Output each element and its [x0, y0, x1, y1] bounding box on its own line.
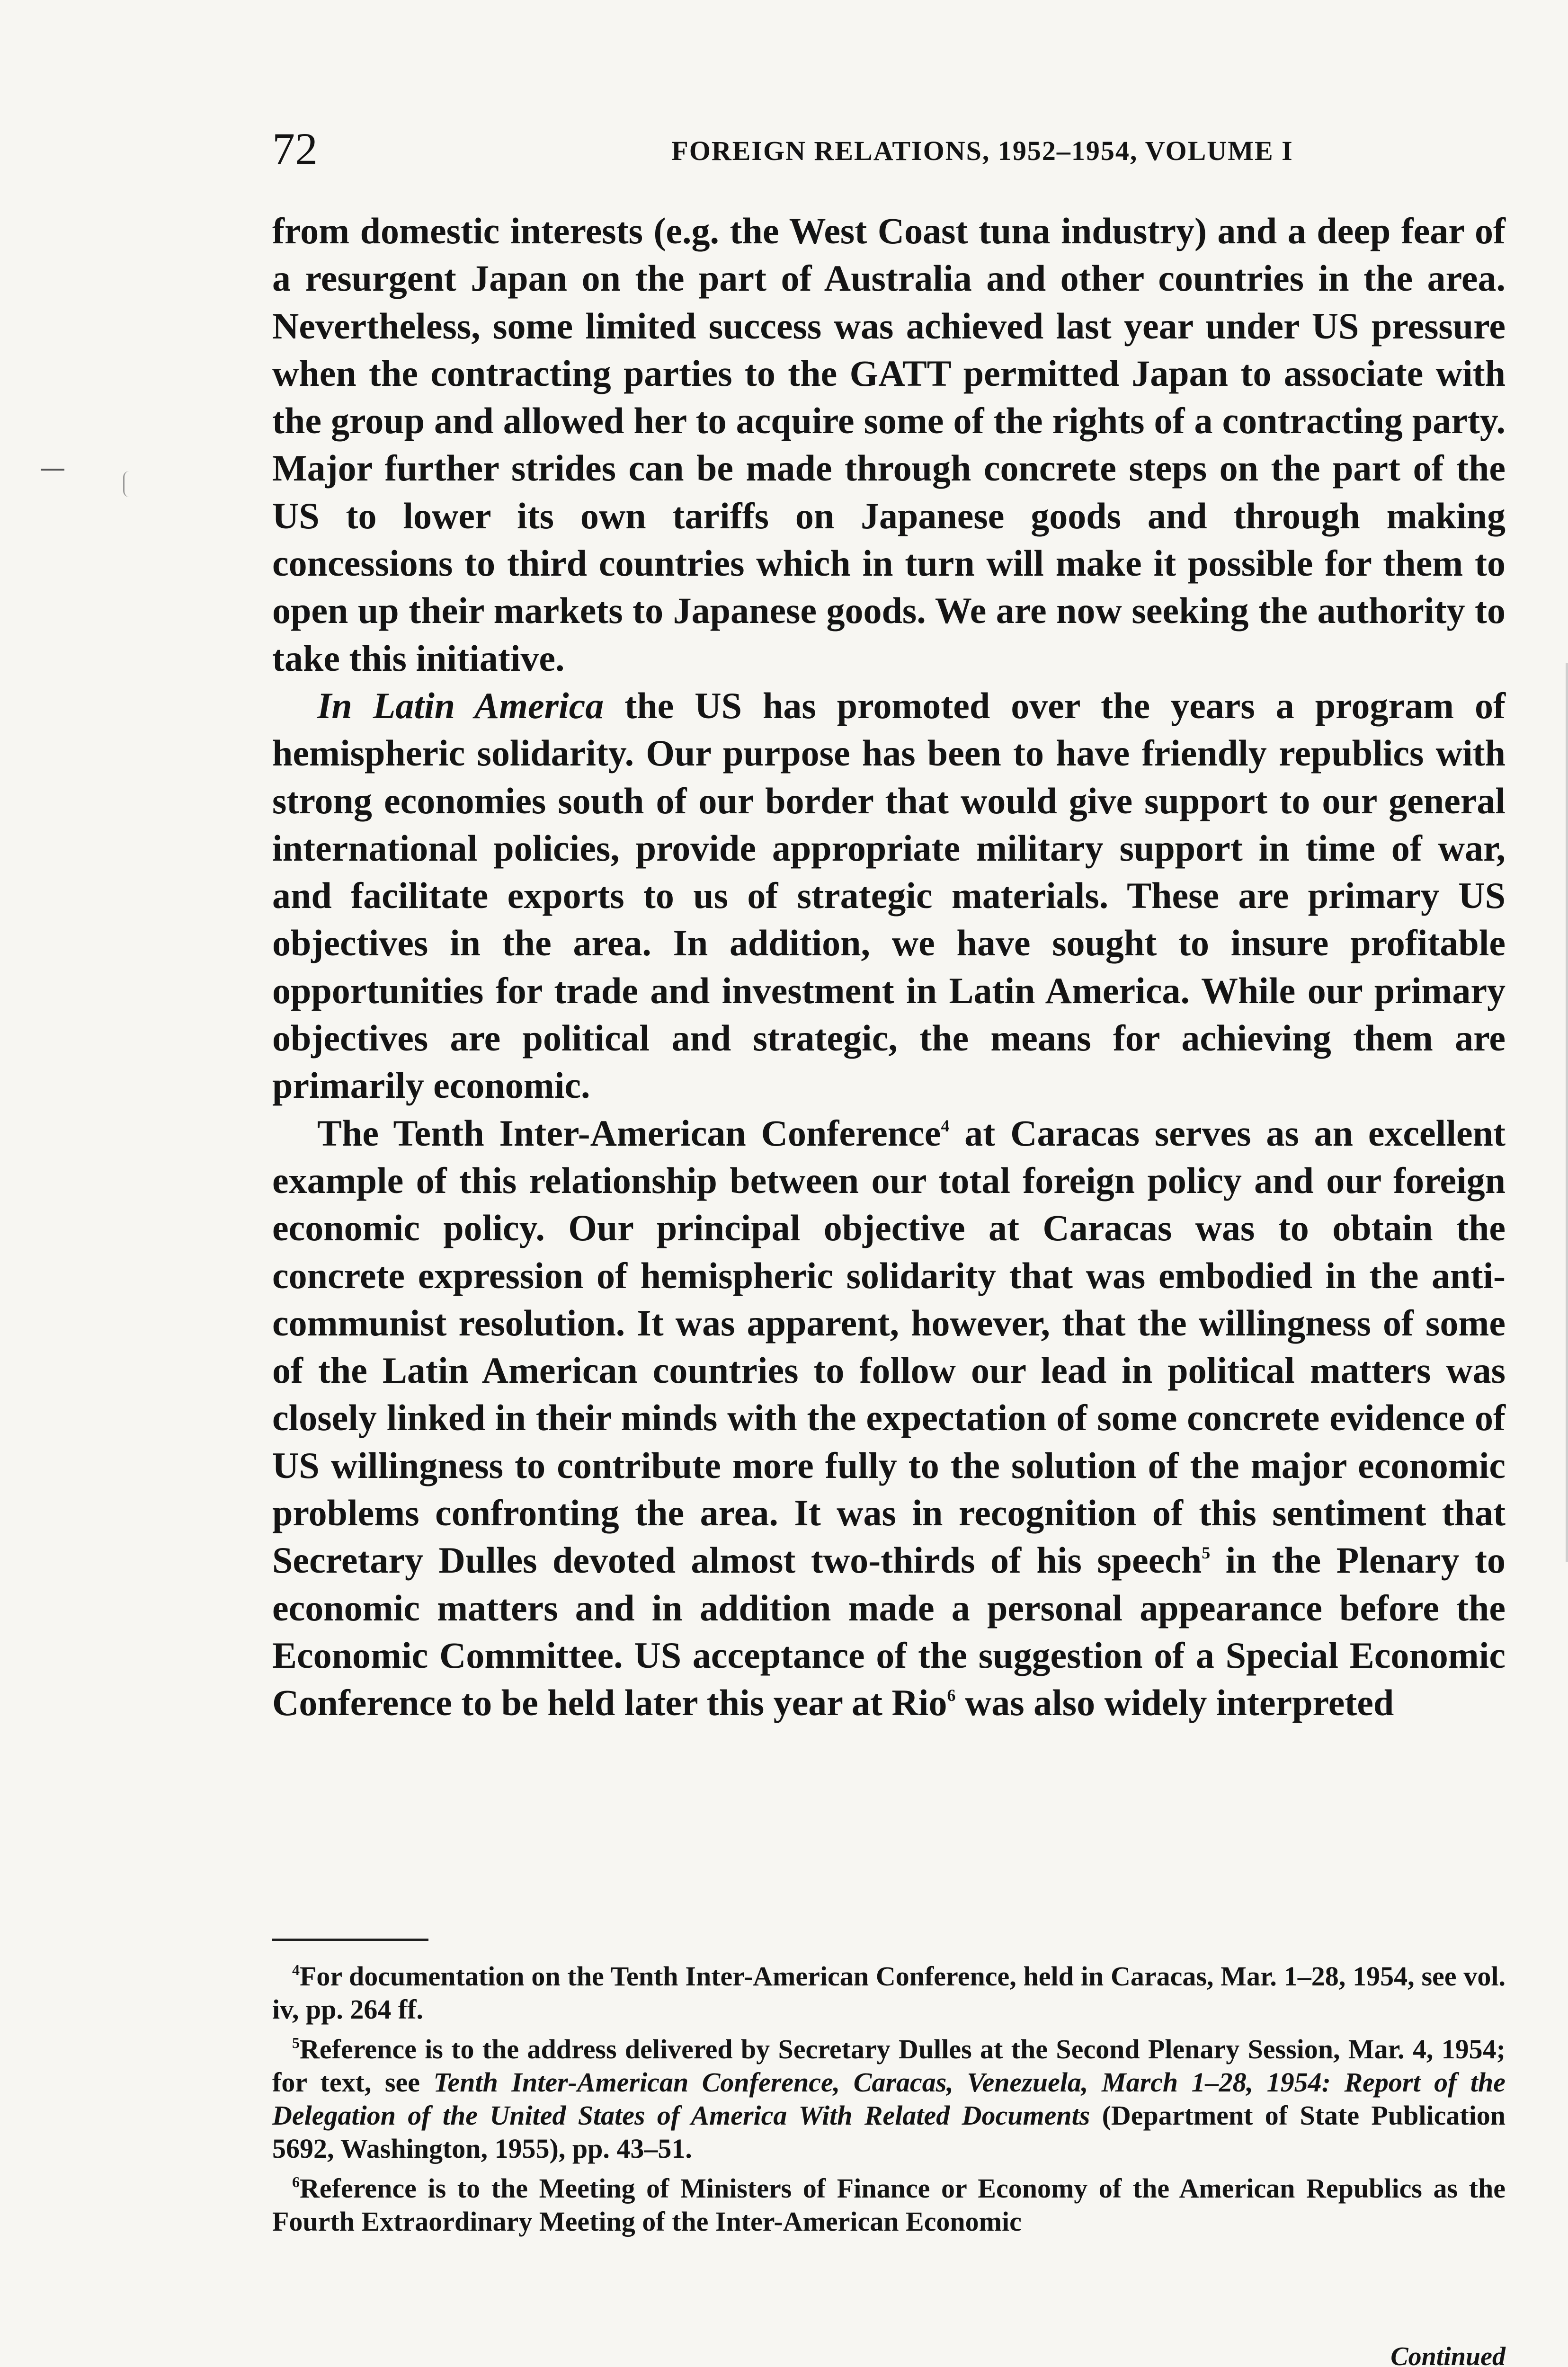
footnote-6-marker: 6	[292, 2173, 300, 2190]
footnote-6	[272, 2172, 1506, 2238]
running-head: FOREIGN RELATIONS, 1952–1954, VOLUME I	[671, 135, 1293, 166]
page-number: 72	[272, 124, 318, 174]
paragraph-1	[272, 207, 1506, 682]
page-edge-shadow	[1566, 663, 1568, 1562]
margin-mark	[41, 469, 64, 471]
footnote-4-text: For documentation on the Tenth Inter-American Conference, held in Caracas, Mar. 1–28, 1954, see vol. iv, pp. 264 ff.	[272, 1961, 1506, 2025]
footnote-5-text-a: Reference is to the address delivered by Secretary Dulles at the Second Plenary Session, Mar. 4, 1954; for text, see	[272, 2034, 1506, 2098]
body-text	[272, 207, 1506, 1727]
footnote-divider	[272, 1939, 428, 1941]
paragraph-3-text-b: at Caracas serves as an excellent example of this relationship between our total foreign policy and our foreign economic policy. Our principal objective at Caracas was to obtain the concrete expression of hemispheric solidarity that was embodied in the anti-communist resolution. It was apparent, however, that the willingness of some of the Latin American countries to follow our lead in political matters was closely linked in their minds with the expectation of some concrete evidence of US willingness to contribute more fully to the solution of the major economic problems confronting the area. It was in recognition of this sentiment that Secretary Dulles devoted almost two-thirds of his speech	[272, 1112, 1506, 1581]
paragraph-1-text: from domestic interests (e.g. the West Coast tuna industry) and a deep fear of a resurgent Japan on the part of Australia and other countries in the area. Nevertheless, some limited success was achieved last year under US pressure when the contracting parties to the GATT permitted Japan to associate with the group and allowed her to acquire some of the rights of a contracting party. Major further strides can be made through concrete steps on the part of the US to lower its own tariffs on Japanese goods and through making concessions to third countries which in turn will make it possible for them to open up their markets to Japanese goods. We are now seeking the authority to take this initiative.	[272, 210, 1506, 679]
footnote-5	[272, 2033, 1506, 2165]
footnote-5-text-b: (Department of State Publication 5692, Washington, 1955), pp. 43–51.	[272, 2100, 1506, 2164]
footnote-6-text: Reference is to the Meeting of Ministers of Finance or Economy of the American Republics as the Fourth Extraordinary Meeting of the Inter-American Economic	[272, 2173, 1506, 2237]
paragraph-2-lead-italic: In Latin America	[317, 685, 604, 726]
footnote-ref-6[interactable]: 6	[947, 1686, 956, 1705]
continued-label: Continued	[1390, 2342, 1506, 2367]
footnote-4-marker: 4	[292, 1961, 300, 1978]
footnote-ref-4[interactable]: 4	[941, 1116, 950, 1135]
footnotes	[272, 1960, 1506, 2245]
paragraph-3-text-d: was also widely interpreted	[955, 1682, 1394, 1724]
footnote-ref-5[interactable]: 5	[1202, 1543, 1211, 1563]
footnote-5-title: Tenth Inter-American Conference, Caracas, Venezuela, March 1–28, 1954: Report of the Delegation of the United States of America With Related Documents	[272, 2067, 1506, 2131]
paragraph-3-text-a: The Tenth Inter-American Conference	[317, 1112, 941, 1154]
paragraph-2	[272, 682, 1506, 1110]
footnote-4	[272, 1960, 1506, 2026]
paragraph-3	[272, 1110, 1506, 1727]
page-header	[272, 121, 1503, 178]
paragraph-2-text: the US has promoted over the years a program of hemispheric solidarity. Our purpose has been to have friendly republics with strong economies south of our border that would give support to our general international policies, provide appropriate military support in time of war, and facilitate exports to us of strategic materials. These are primary US objectives in the area. In addition, we have sought to insure profitable opportunities for trade and investment in Latin America. While our primary objectives are political and strategic, the means for achieving them are primarily economic.	[272, 685, 1506, 1106]
margin-bracket-mark	[123, 471, 129, 497]
footnote-5-marker: 5	[292, 2034, 300, 2051]
paragraph-3-text-c: in the Plenary to economic matters and in addition made a personal appearance before the Economic Committee. US acceptance of the suggestion of a Special Economic Conference to be held later this year at Rio	[272, 1539, 1506, 1724]
